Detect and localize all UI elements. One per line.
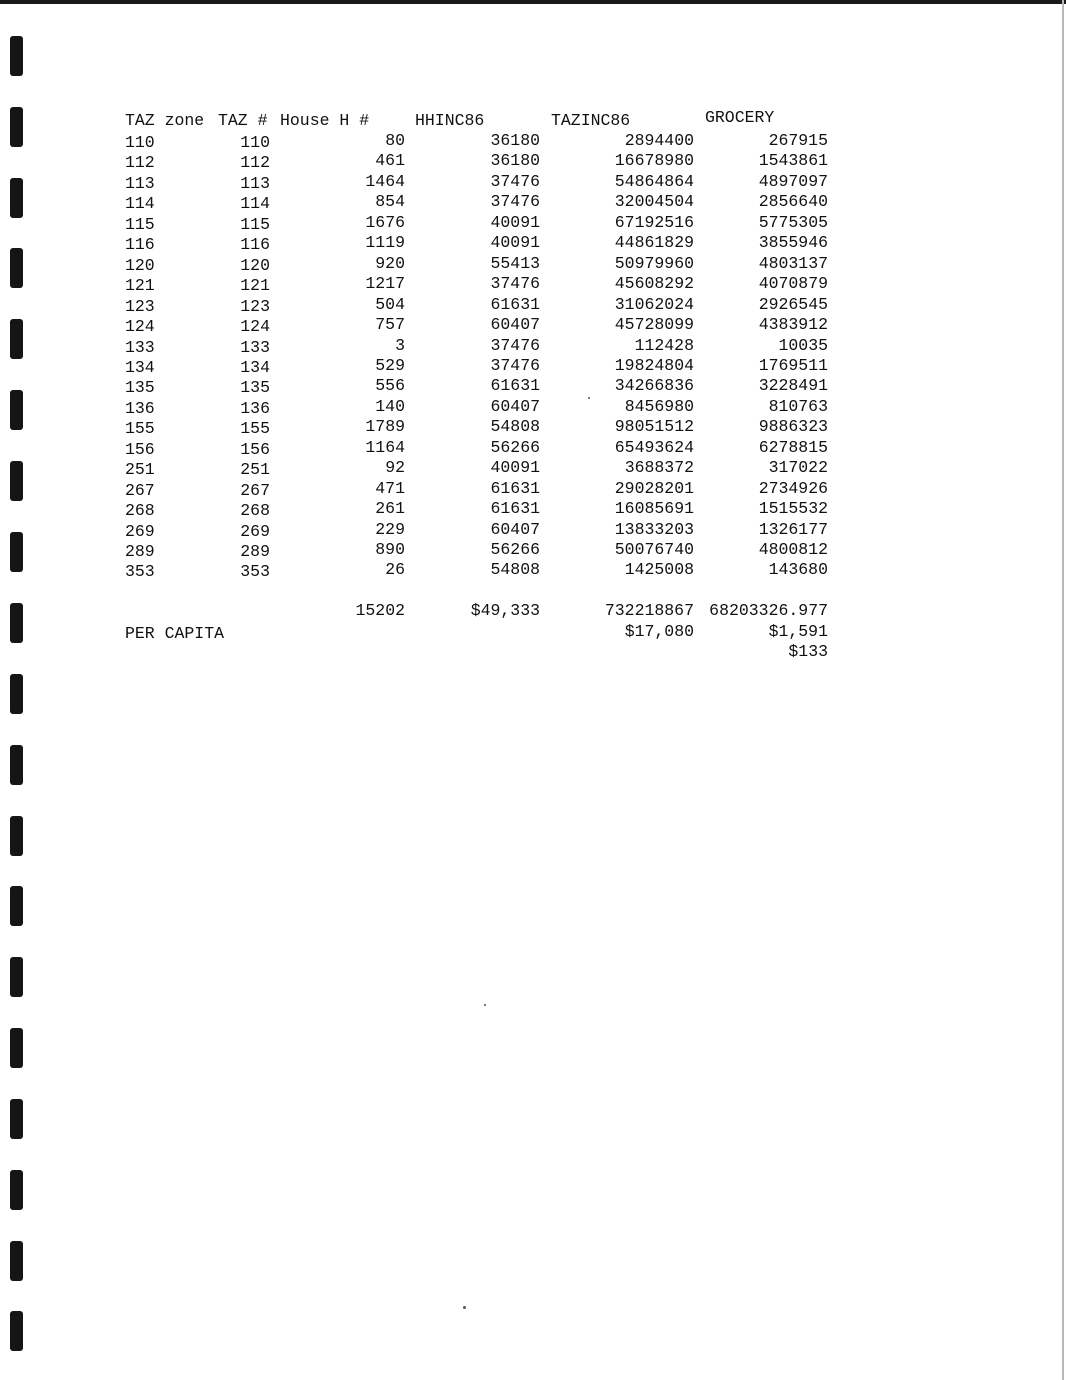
- cell-tazinc86: 50979960: [614, 253, 694, 273]
- paper-speck: [484, 1004, 486, 1006]
- cell-households: 261: [375, 499, 405, 519]
- cell-hhinc86: 37476: [490, 335, 540, 355]
- cell-taz-number: 112: [240, 153, 270, 173]
- cell-grocery: 10035: [778, 335, 828, 355]
- cell-grocery: 4383912: [758, 315, 828, 335]
- cell-tazinc86: 44861829: [614, 233, 694, 253]
- per-capita-label: PER CAPITA: [125, 624, 225, 643]
- cell-hhinc86: 61631: [490, 376, 540, 396]
- cell-taz-zone: 120: [125, 255, 155, 275]
- cell-taz-zone: 135: [125, 378, 155, 398]
- cell-households: 1164: [365, 437, 405, 457]
- cell-grocery: 5775305: [758, 212, 828, 232]
- cell-taz-number: 116: [240, 235, 270, 255]
- cell-households: 3: [395, 335, 405, 355]
- cell-taz-zone: 124: [125, 317, 155, 337]
- cell-hhinc86: 40091: [490, 233, 540, 253]
- cell-grocery: 317022: [768, 458, 828, 478]
- cell-tazinc86: 16085691: [614, 499, 694, 519]
- cell-grocery: 810763: [768, 396, 828, 416]
- cell-tazinc86: 13833203: [614, 519, 694, 539]
- cell-households: 854: [375, 192, 405, 212]
- cell-tazinc86: 16678980: [614, 151, 694, 171]
- cell-hhinc86: 40091: [490, 212, 540, 232]
- header-hhinc86: HHINC86: [415, 111, 485, 130]
- paper-speck: [588, 397, 590, 399]
- cell-tazinc86: 45608292: [614, 274, 694, 294]
- cell-taz-number: 121: [240, 276, 270, 296]
- cell-grocery: 3855946: [758, 233, 828, 253]
- cell-tazinc86: 32004504: [614, 192, 694, 212]
- cell-taz-zone: 289: [125, 542, 155, 561]
- header-taz-number: TAZ #: [218, 111, 268, 130]
- cell-households: 890: [375, 540, 405, 559]
- cell-taz-zone: 134: [125, 357, 155, 377]
- cell-grocery: 2926545: [758, 294, 828, 314]
- cell-hhinc86: 56266: [490, 540, 540, 559]
- cell-taz-zone: 136: [125, 398, 155, 418]
- cell-hhinc86: 60407: [490, 315, 540, 335]
- cell-households: 1119: [365, 233, 405, 253]
- cell-taz-number: 115: [240, 214, 270, 234]
- cell-tazinc86: 54864864: [614, 171, 694, 191]
- cell-taz-zone: 251: [125, 460, 155, 480]
- cell-tazinc86: 31062024: [614, 294, 694, 314]
- cell-taz-number: 123: [240, 296, 270, 316]
- cell-tazinc86: 2894400: [624, 131, 694, 150]
- cell-taz-zone: 110: [125, 133, 155, 152]
- cell-tazinc86: 29028201: [614, 478, 694, 498]
- cell-grocery: 4897097: [758, 171, 828, 191]
- cell-taz-number: 134: [240, 357, 270, 377]
- cell-grocery: 3228491: [758, 376, 828, 396]
- cell-taz-zone: 113: [125, 173, 155, 193]
- cell-taz-number: 155: [240, 419, 270, 439]
- paper-speck: [463, 1306, 466, 1309]
- cell-taz-number: 120: [240, 255, 270, 275]
- cell-hhinc86: 54808: [490, 560, 540, 580]
- cell-grocery: 4800812: [758, 540, 828, 559]
- cell-tazinc86: 34266836: [614, 376, 694, 396]
- cell-hhinc86: 55413: [490, 253, 540, 273]
- header-tazinc86: TAZINC86: [551, 111, 631, 130]
- cell-taz-number: 269: [240, 521, 270, 541]
- cell-hhinc86: 36180: [490, 131, 540, 150]
- cell-taz-number: 113: [240, 173, 270, 193]
- cell-hhinc86: 61631: [490, 478, 540, 498]
- cell-grocery: 1769511: [758, 355, 828, 375]
- cell-taz-zone: 353: [125, 562, 155, 582]
- cell-taz-number: 268: [240, 501, 270, 521]
- cell-taz-zone: 116: [125, 235, 155, 255]
- cell-households: 556: [375, 376, 405, 396]
- total-tazinc: 732218867: [604, 601, 694, 620]
- cell-grocery: 2734926: [758, 478, 828, 498]
- cell-tazinc86: 3688372: [624, 458, 694, 478]
- cell-hhinc86: 61631: [490, 294, 540, 314]
- cell-tazinc86: 8456980: [624, 396, 694, 416]
- cell-households: 461: [375, 151, 405, 171]
- cell-households: 920: [375, 253, 405, 273]
- total-hhinc: $49,333: [470, 601, 540, 620]
- cell-grocery: 6278815: [758, 437, 828, 457]
- cell-households: 1789: [365, 417, 405, 437]
- cell-taz-number: 124: [240, 317, 270, 337]
- per-capita-grocery-extra: $133: [788, 642, 828, 661]
- header-taz-zone: TAZ zone: [125, 111, 205, 130]
- cell-tazinc86: 67192516: [614, 212, 694, 232]
- cell-hhinc86: 37476: [490, 274, 540, 294]
- cell-taz-zone: 268: [125, 501, 155, 521]
- cell-hhinc86: 36180: [490, 151, 540, 171]
- per-capita-tazinc: $17,080: [624, 622, 694, 641]
- cell-taz-number: 135: [240, 378, 270, 398]
- cell-tazinc86: 65493624: [614, 437, 694, 457]
- cell-tazinc86: 19824804: [614, 355, 694, 375]
- cell-tazinc86: 1425008: [624, 560, 694, 580]
- cell-taz-zone: 114: [125, 194, 155, 214]
- cell-taz-zone: 267: [125, 480, 155, 500]
- cell-households: 1464: [365, 171, 405, 191]
- cell-hhinc86: 56266: [490, 437, 540, 457]
- header-grocery: GROCERY: [705, 108, 775, 127]
- cell-grocery: 4803137: [758, 253, 828, 273]
- cell-taz-zone: 155: [125, 419, 155, 439]
- cell-grocery: 9886323: [758, 417, 828, 437]
- cell-households: 229: [375, 519, 405, 539]
- cell-taz-number: 251: [240, 460, 270, 480]
- cell-grocery: 1543861: [758, 151, 828, 171]
- cell-hhinc86: 54808: [490, 417, 540, 437]
- cell-hhinc86: 61631: [490, 499, 540, 519]
- cell-households: 1217: [365, 274, 405, 294]
- cell-tazinc86: 98051512: [614, 417, 694, 437]
- cell-tazinc86: 112428: [634, 335, 694, 355]
- cell-households: 1676: [365, 212, 405, 232]
- header-households: House H #: [280, 111, 370, 130]
- cell-taz-zone: 121: [125, 276, 155, 296]
- cell-households: 757: [375, 315, 405, 335]
- cell-hhinc86: 37476: [490, 192, 540, 212]
- cell-households: 140: [375, 396, 405, 416]
- cell-taz-number: 156: [240, 439, 270, 459]
- cell-households: 80: [385, 131, 405, 150]
- cell-taz-zone: 112: [125, 153, 155, 173]
- cell-taz-zone: 123: [125, 296, 155, 316]
- cell-grocery: 1515532: [758, 499, 828, 519]
- cell-taz-number: 353: [240, 562, 270, 582]
- cell-households: 471: [375, 478, 405, 498]
- cell-taz-zone: 156: [125, 439, 155, 459]
- cell-households: 92: [385, 458, 405, 478]
- cell-grocery: 267915: [768, 131, 828, 150]
- cell-taz-zone: 269: [125, 521, 155, 541]
- cell-taz-number: 136: [240, 398, 270, 418]
- cell-grocery: 4070879: [758, 274, 828, 294]
- cell-taz-number: 289: [240, 542, 270, 561]
- cell-hhinc86: 37476: [490, 171, 540, 191]
- cell-grocery: 1326177: [758, 519, 828, 539]
- cell-taz-zone: 115: [125, 214, 155, 234]
- cell-households: 529: [375, 355, 405, 375]
- total-households: 15202: [355, 601, 405, 620]
- cell-tazinc86: 45728099: [614, 315, 694, 335]
- per-capita-grocery: $1,591: [768, 622, 828, 641]
- cell-hhinc86: 60407: [490, 396, 540, 416]
- cell-taz-number: 110: [240, 133, 270, 152]
- cell-households: 504: [375, 294, 405, 314]
- total-grocery: 68203326.977: [709, 601, 828, 620]
- cell-hhinc86: 60407: [490, 519, 540, 539]
- cell-taz-number: 267: [240, 480, 270, 500]
- cell-tazinc86: 50076740: [614, 540, 694, 559]
- cell-hhinc86: 37476: [490, 355, 540, 375]
- cell-grocery: 2856640: [758, 192, 828, 212]
- cell-grocery: 143680: [768, 560, 828, 580]
- cell-taz-number: 114: [240, 194, 270, 214]
- cell-taz-number: 133: [240, 337, 270, 357]
- cell-households: 26: [385, 560, 405, 580]
- cell-hhinc86: 40091: [490, 458, 540, 478]
- cell-taz-zone: 133: [125, 337, 155, 357]
